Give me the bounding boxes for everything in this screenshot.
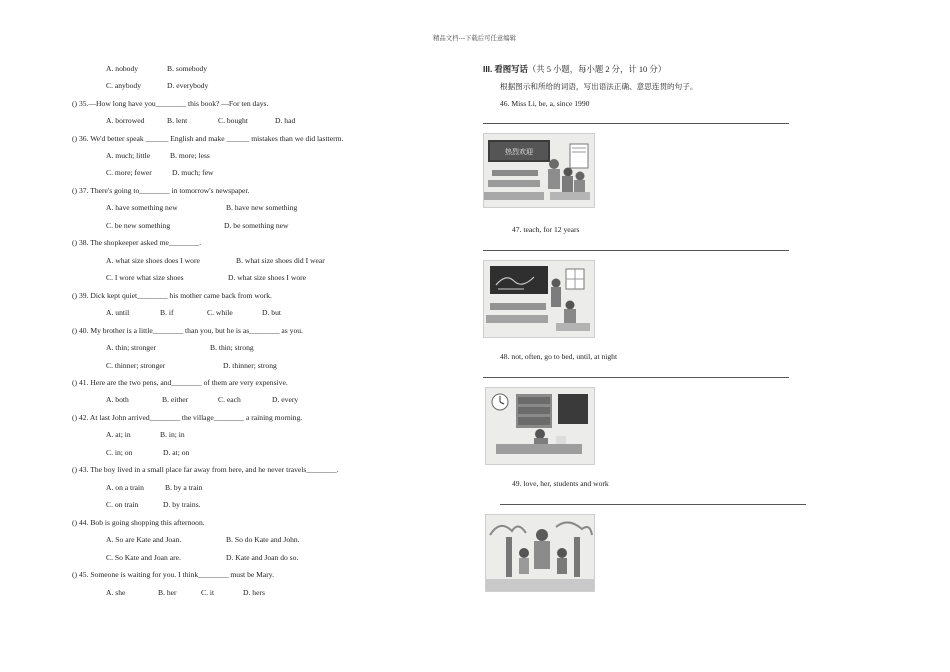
classroom-welcome-illustration [484, 134, 594, 207]
q39-option-a: A. until [106, 308, 130, 317]
q47-prompt: 47. teach, for 12 years [512, 225, 580, 234]
q43-stem: () 43. The boy lived in a small place far away from here, and he never travels________. [72, 465, 339, 474]
q49-prompt: 49. love, her, students and work [512, 479, 609, 488]
q41-option-d: D. every [272, 395, 299, 404]
q44-option-a: A. So are Kate and Joan. [106, 535, 182, 544]
q45-option-d: D. hers [243, 588, 265, 597]
q39-option-c: C. while [207, 308, 233, 317]
q36-option-a: A. much; little [106, 151, 151, 160]
q35-stem: () 35.—How long have you________ this book? —For ten days. [72, 99, 269, 108]
q34-option-c: C. anybody [106, 81, 142, 90]
q42-option-d: D. at; on [163, 448, 190, 457]
q41-option-b: B. either [162, 395, 189, 404]
q46-prompt: 46. Miss Li, be, a, since 1990 [500, 99, 590, 108]
q38-option-d: D. what size shoes I wore [228, 273, 307, 282]
q37-option-b: B. have new something [226, 203, 298, 212]
q38-option-c: C. I wore what size shoes [106, 273, 184, 282]
q45-stem: () 45. Someone is waiting for you. I think________ must be Mary. [72, 570, 274, 579]
q48-answer-line[interactable] [483, 377, 789, 378]
q34-option-b: B. somebody [167, 64, 208, 73]
q44-option-b: B. So do Kate and John. [226, 535, 300, 544]
q35-option-c: C. bought [218, 116, 248, 125]
teacher-with-students-illustration [486, 515, 594, 591]
q40-option-b: B. thin; strong [210, 343, 254, 352]
q41-stem: () 41. Here are the two pens, and________ of them are very expensive. [72, 378, 288, 387]
q46-picture [483, 133, 595, 208]
q41-option-a: A. both [106, 395, 129, 404]
section-instruction: 根据图示和所给的词语，写出语法正确、意思连贯的句子。 [500, 82, 698, 91]
q38-stem: () 38. The shopkeeper asked me________. [72, 238, 202, 247]
q42-option-c: C. in; on [106, 448, 133, 457]
q40-option-c: C. thinner; stronger [106, 361, 166, 370]
q45-option-c: C. it [201, 588, 215, 597]
q37-option-d: D. be something new [224, 221, 289, 230]
board-caption: 热烈欢迎 [505, 148, 533, 156]
q35-option-b: B. lent [167, 116, 188, 125]
teacher-at-blackboard-illustration [484, 261, 594, 337]
q49-answer-line[interactable] [500, 504, 806, 505]
q48-picture [485, 387, 595, 465]
q45-option-a: A. she [106, 588, 126, 597]
q35-option-a: A. borrowed [106, 116, 145, 125]
q40-option-d: D. thinner; strong [223, 361, 277, 370]
q48-prompt: 48. not, often, go to bed, until, at night [500, 352, 618, 361]
q45-option-b: B. her [158, 588, 177, 597]
q41-option-c: C. each [218, 395, 241, 404]
q44-option-d: D. Kate and Joan do so. [226, 553, 299, 562]
q34-option-d: D. everybody [167, 81, 209, 90]
q36-option-c: C. more; fewer [106, 168, 152, 177]
q47-picture [483, 260, 595, 338]
teacher-working-at-night-illustration [486, 388, 594, 464]
page-header: 精品文档---下载后可任意编辑 [433, 35, 517, 42]
q42-stem: () 42. At last John arrived________ the village________ a raining morning. [72, 413, 303, 422]
q43-option-a: A. on a train [106, 483, 144, 492]
q39-option-d: D. but [262, 308, 281, 317]
q36-option-b: B. more; less [170, 151, 210, 160]
q40-option-a: A. thin; stronger [106, 343, 156, 352]
q40-stem: () 40. My brother is a little________ than you, but he is as________ as you. [72, 326, 303, 335]
section-title [483, 64, 666, 75]
q37-stem: () 37. There's going to________ in tomorrow's newspaper. [72, 186, 250, 195]
q44-option-c: C. So Kate and Joan are. [106, 553, 181, 562]
q35-option-d: D. had [275, 116, 296, 125]
q36-option-d: D. much; few [172, 168, 214, 177]
q44-stem: () 44. Bob is going shopping this afternoon. [72, 518, 205, 527]
section-note: （共 5 小题，每小题 2 分，计 10 分） [527, 65, 667, 74]
q38-option-a: A. what size shoes does I wore [106, 256, 200, 265]
q38-option-b: B. what size shoes did I wear [236, 256, 325, 265]
q46-answer-line[interactable] [483, 123, 789, 124]
q43-option-c: C. on train [106, 500, 139, 509]
q39-option-b: B. if [160, 308, 174, 317]
q42-option-b: B. in; in [160, 430, 185, 439]
q42-option-a: A. at; in [106, 430, 131, 439]
q36-stem: () 36. We'd better speak ______ English and make ______ mistakes than we did lastterm. [72, 134, 344, 143]
section-number: III. [483, 64, 493, 74]
q37-option-c: C. be new something [106, 221, 171, 230]
q37-option-a: A. have something new [106, 203, 178, 212]
q39-stem: () 39. Dick kept quiet________ his mother came back from work. [72, 291, 272, 300]
q43-option-d: D. by trains. [163, 500, 201, 509]
section-heading: 看图写话 [494, 64, 528, 74]
q47-answer-line[interactable] [483, 250, 789, 251]
q49-picture [485, 514, 595, 592]
q43-option-b: B. by a train [165, 483, 203, 492]
q34-option-a: A. nobody [106, 64, 139, 73]
